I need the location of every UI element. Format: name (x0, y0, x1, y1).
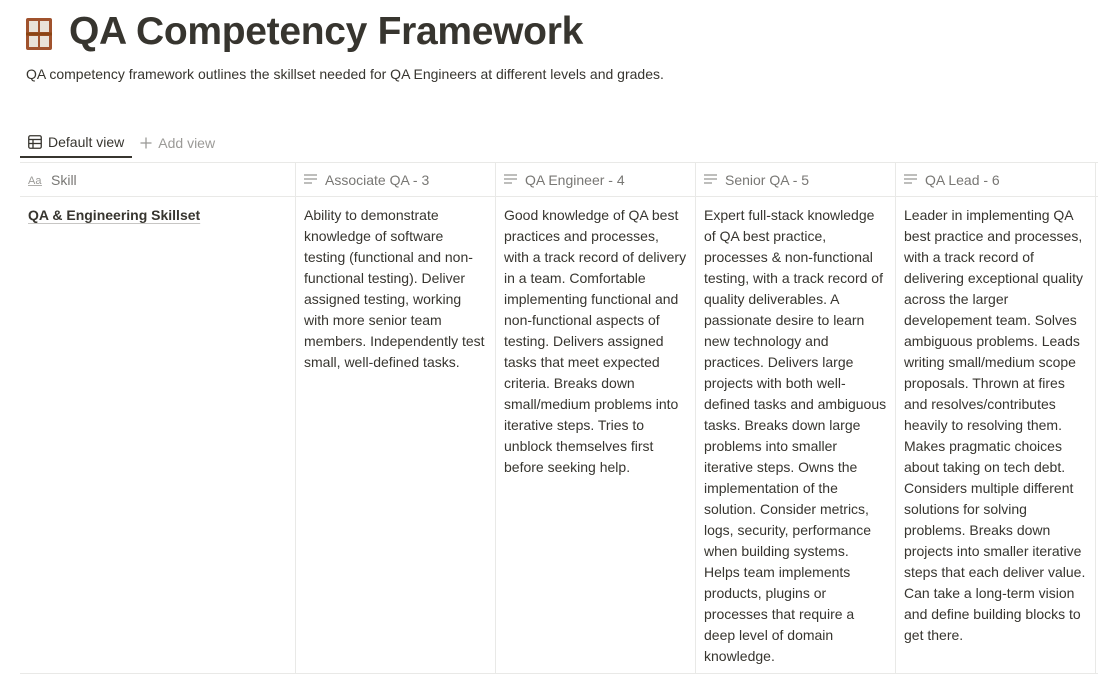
view-tabs (20, 127, 223, 159)
column-header-skill[interactable]: Aa Skill (20, 163, 296, 196)
table-row[interactable] (20, 197, 1098, 674)
add-view-label: Add view (158, 135, 216, 151)
plus-icon (140, 137, 152, 149)
page-description[interactable]: QA competency framework outlines the skillset needed for QA Engineers at different levels and grades. (26, 66, 664, 82)
cell-qa-engineer[interactable] (496, 197, 696, 673)
text-property-icon (304, 174, 318, 185)
text-property-icon (704, 174, 718, 185)
cell-text: Leader in implementing QA best practice and processes, with a track record of delivering exceptional quality across the larger developement team. Solves ambiguous problems. Leads writing small/medium scope proposals. Thrown at fires and resolves/contributes heavily to resolving them. Makes pragmatic choices about taking on tech debt. Considers multiple different solutions for solving problems. Breaks down projects into smaller iterative steps that each deliver value. Can take a long-term vision and define building blocks to get there. (904, 207, 1086, 643)
database-table (20, 162, 1098, 673)
cell-senior-qa[interactable] (696, 197, 896, 673)
tab-default-view-label: Default view (48, 134, 125, 150)
window-icon[interactable] (25, 17, 53, 51)
skill-page-link[interactable]: QA & Engineering Skillset (28, 207, 201, 223)
column-header-qa-lead[interactable]: QA Lead - 6 (896, 163, 1096, 196)
add-view-button[interactable] (132, 128, 223, 158)
tab-default-view[interactable] (20, 128, 132, 158)
table-header-row (20, 163, 1098, 197)
column-header-associate-qa[interactable]: Associate QA - 3 (296, 163, 496, 196)
column-header-senior-qa[interactable]: Senior QA - 5 (696, 163, 896, 196)
text-property-icon (904, 174, 918, 185)
title-property-icon (28, 174, 44, 186)
cell-text: Good knowledge of QA best practices and processes, with a track record of delivery in a team. Comfortable implementing functional and non-functional aspects of testing. Delivers assigned tasks that meet expected criteria. Breaks down small/medium problems into iterative steps. Tries to unblock themselves first before seeking help. (504, 207, 687, 475)
table-icon (28, 135, 42, 149)
column-header-qa-engineer[interactable]: QA Engineer - 4 (496, 163, 696, 196)
cell-qa-lead[interactable] (896, 197, 1096, 673)
cell-text: Ability to demonstrate knowledge of software testing (functional and non-functional testing). Deliver assigned testing, working with more senior team members. Independently test small, well-defined tasks. (304, 207, 485, 370)
page-title[interactable]: QA Competency Framework (69, 10, 583, 53)
svg-text:Aa: Aa (28, 174, 42, 186)
cell-text: Expert full-stack knowledge of QA best practice, processes & non-functional testing, with a track record of quality deliverables. A passionate desire to learn new technology and practices. Delivers large projects with both well-defined tasks and ambiguous tasks. Breaks down large problems into smaller iterative steps. Owns the implementation of the solution. Consider metrics, logs, security, performance when building systems. Helps team implements products, plugins or processes that require a deep level of domain knowledge. (704, 207, 887, 664)
text-property-icon (504, 174, 518, 185)
cell-associate-qa[interactable] (296, 197, 496, 673)
cell-skill[interactable] (20, 197, 296, 673)
